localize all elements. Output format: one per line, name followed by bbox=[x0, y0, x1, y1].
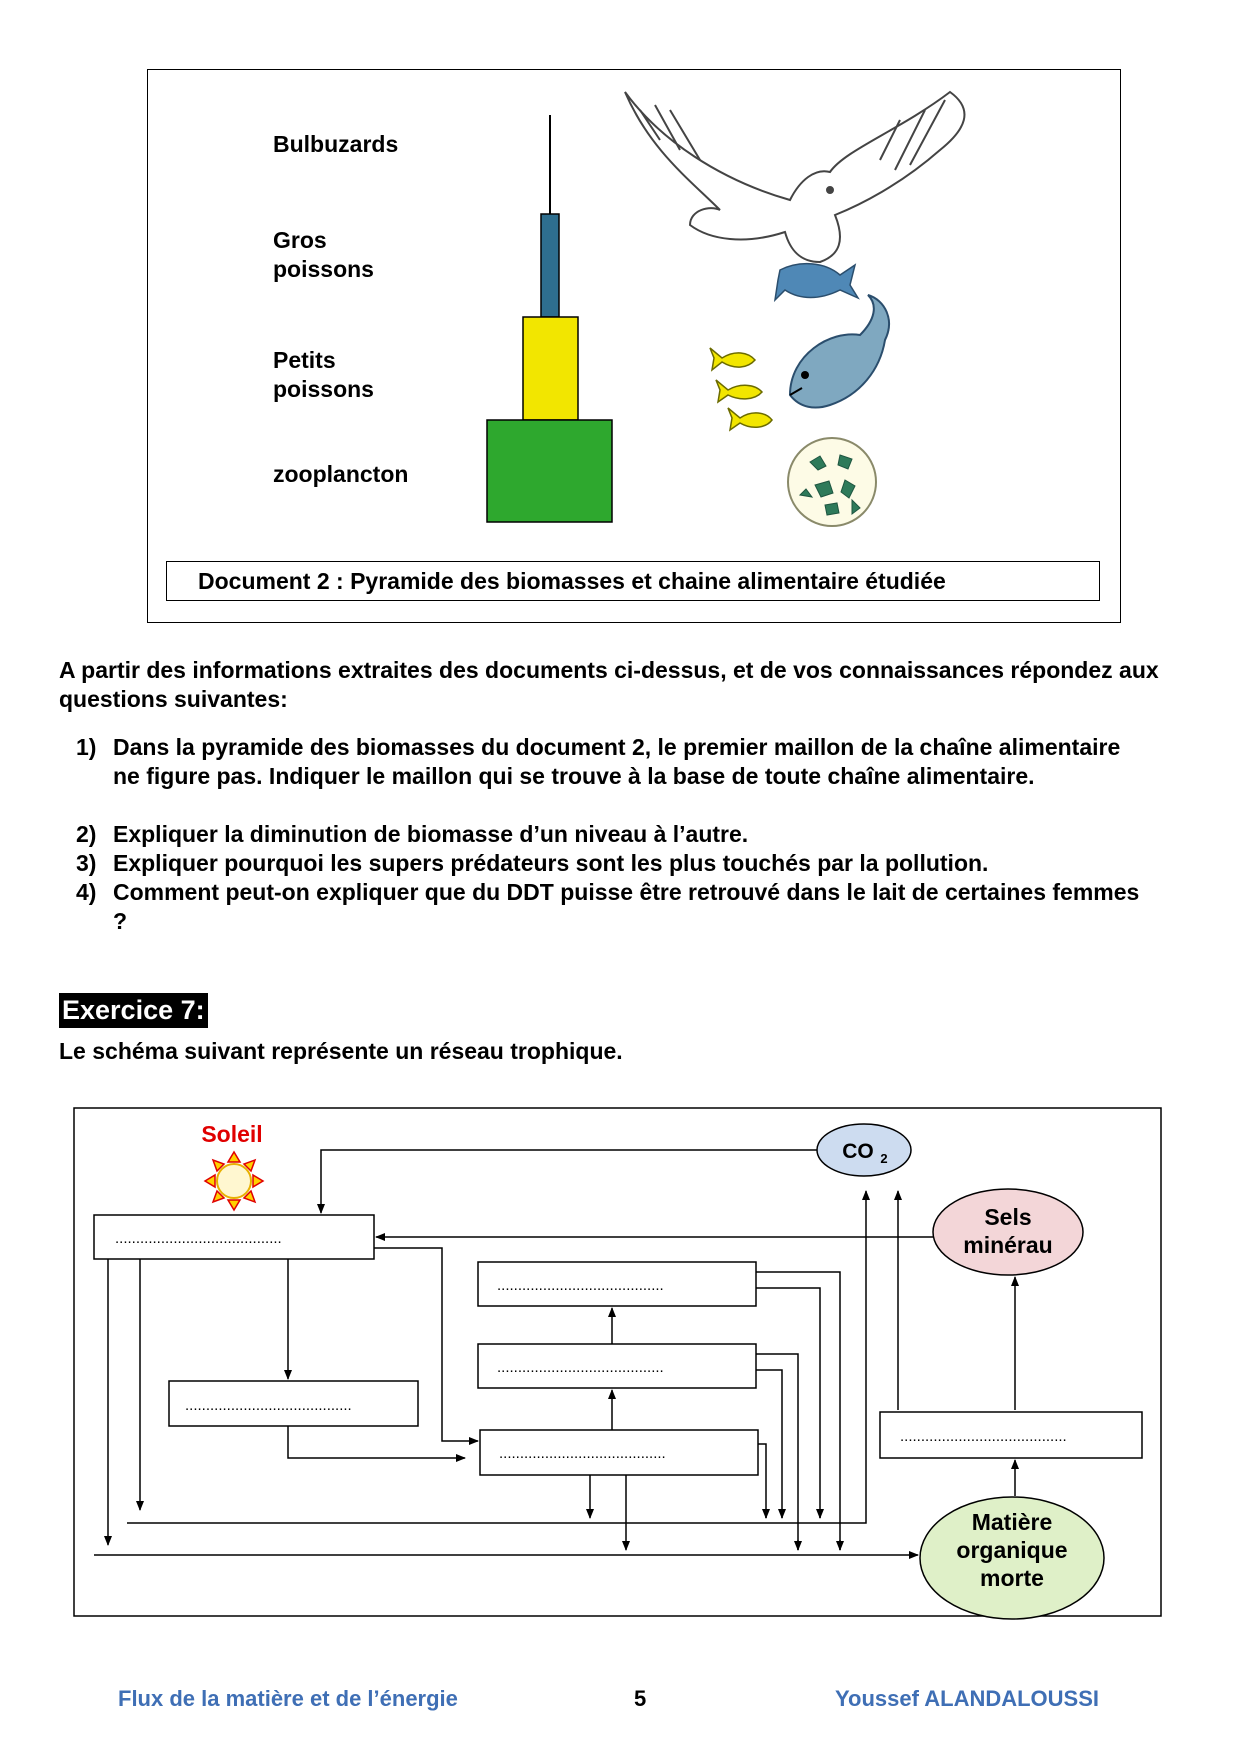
question-1-number: 1) bbox=[76, 734, 97, 760]
sels-label-line1: Sels bbox=[984, 1204, 1032, 1230]
question-2-number: 2) bbox=[76, 821, 97, 847]
blank-decomposers: ........................................ bbox=[900, 1428, 1067, 1445]
question-1-text: Dans la pyramide des biomasses du document 2, le premier maillon de la chaîne alimentaire ne figure pas. Indiquer le maillon qui se trouve à la base de toute chaîne alimentaire. bbox=[113, 734, 1121, 789]
sun-icon bbox=[205, 1152, 263, 1210]
label-bulbuzards: Bulbuzards bbox=[273, 131, 399, 157]
document2-caption: Document 2 : Pyramide des biomasses et chaine alimentaire étudiée bbox=[166, 561, 1100, 601]
blank-level-middle: ........................................ bbox=[497, 1359, 664, 1376]
question-3-text: Expliquer pourquoi les supers prédateurs sont les plus touchés par la pollution. bbox=[113, 850, 989, 876]
label-petits-poissons: Petits poissons bbox=[273, 347, 374, 402]
matiere-label-line1: Matière bbox=[971, 1509, 1053, 1535]
question-2-text: Expliquer la diminution de biomasse d’un niveau à l’autre. bbox=[113, 821, 749, 847]
intro-paragraph: A partir des informations extraites des documents ci-dessus, et de vos connaissances répondez aux questions suivantes: bbox=[59, 657, 1159, 712]
blank-producers: ........................................ bbox=[115, 1230, 282, 1247]
co2-subscript: 2 bbox=[880, 1151, 888, 1166]
co2-label: CO bbox=[842, 1140, 874, 1163]
matiere-label-line3: morte bbox=[980, 1565, 1044, 1591]
label-gros-poissons: Gros poissons bbox=[273, 227, 374, 282]
label-zooplancton: zooplancton bbox=[273, 461, 409, 487]
blank-herbivores: ........................................ bbox=[185, 1397, 352, 1414]
sun-label: Soleil bbox=[201, 1121, 263, 1147]
question-3-number: 3) bbox=[76, 850, 97, 876]
footer-page-number: 5 bbox=[634, 1686, 647, 1711]
footer-title: Flux de la matière et de l’énergie bbox=[118, 1686, 458, 1711]
footer-author: Youssef ALANDALOUSSI bbox=[835, 1686, 1100, 1711]
blank-level-bottom: ........................................ bbox=[499, 1445, 666, 1462]
question-4-number: 4) bbox=[76, 879, 97, 905]
matiere-label-line2: organique bbox=[956, 1537, 1068, 1563]
question-4-text: Comment peut-on expliquer que du DDT puisse être retrouvé dans le lait de certaines femmes ? bbox=[113, 879, 1140, 934]
exercise-intro: Le schéma suivant représente un réseau trophique. bbox=[59, 1038, 623, 1064]
sels-label-line2: minérau bbox=[963, 1232, 1053, 1258]
blank-level-top: ........................................ bbox=[497, 1277, 664, 1294]
exercise-title: Exercice 7: bbox=[59, 993, 208, 1028]
